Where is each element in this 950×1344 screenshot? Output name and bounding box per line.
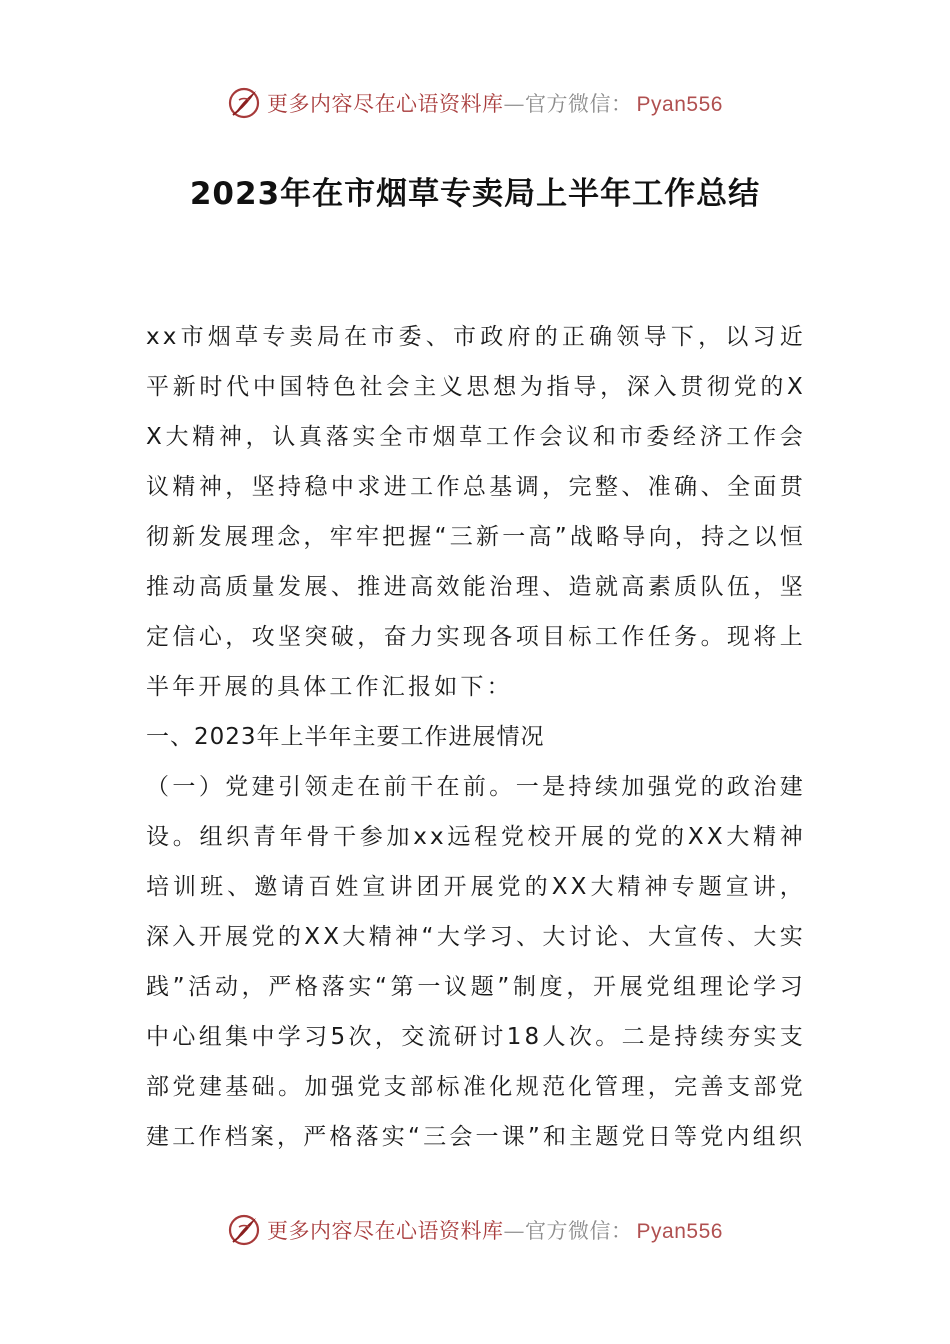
document-body bbox=[146, 312, 806, 1162]
watermark-banner-top bbox=[0, 83, 950, 123]
paragraph-party-building: （一）党建引领走在前干在前。一是持续加强党的政治建设。组织青年骨干参加xx远程党校开展的党的XX大精神培训班、邀请百姓宣讲团开展党的XX大精神专题宣讲，深入开展党的XX大精神“大学习、大讨论、大宣传、大实践”活动，严格落实“第一议题”制度，开展党组理论学习中心组集中学习5次，交流研讨18人次。二是持续夯实支部党建基础。加强党支部标准化规范化管理，完善支部党建工作档案，严格落实“三会一课”和主题党日等党内组织 bbox=[146, 774, 806, 1150]
section-heading: 一、2023年上半年主要工作进展情况 bbox=[146, 724, 545, 750]
watermark-banner-bottom bbox=[0, 1210, 950, 1250]
quill-pen-logo-icon bbox=[227, 1213, 261, 1247]
watermark-text: 更多内容尽在心语资料库—官方微信： Pyan556 bbox=[267, 1219, 723, 1243]
paragraph-intro: xx市烟草专卖局在市委、市政府的正确领导下，以习近平新时代中国特色社会主义思想为指导，深入贯彻党的XX大精神，认真落实全市烟草工作会议和市委经济工作会议精神，坚持稳中求进工作总基调，完整、准确、全面贯彻新发展理念，牢牢把握“三新一高”战略导向，持之以恒推动高质量发展、推进高效能治理、造就高素质队伍，坚定信心，攻坚突破，奋力实现各项目标工作任务。现将上半年开展的具体工作汇报如下： bbox=[146, 324, 806, 700]
quill-pen-logo-icon bbox=[227, 86, 261, 120]
watermark-text: 更多内容尽在心语资料库—官方微信： Pyan556 bbox=[267, 92, 723, 116]
document-title: 2023年在市烟草专卖局上半年工作总结 bbox=[189, 176, 761, 212]
